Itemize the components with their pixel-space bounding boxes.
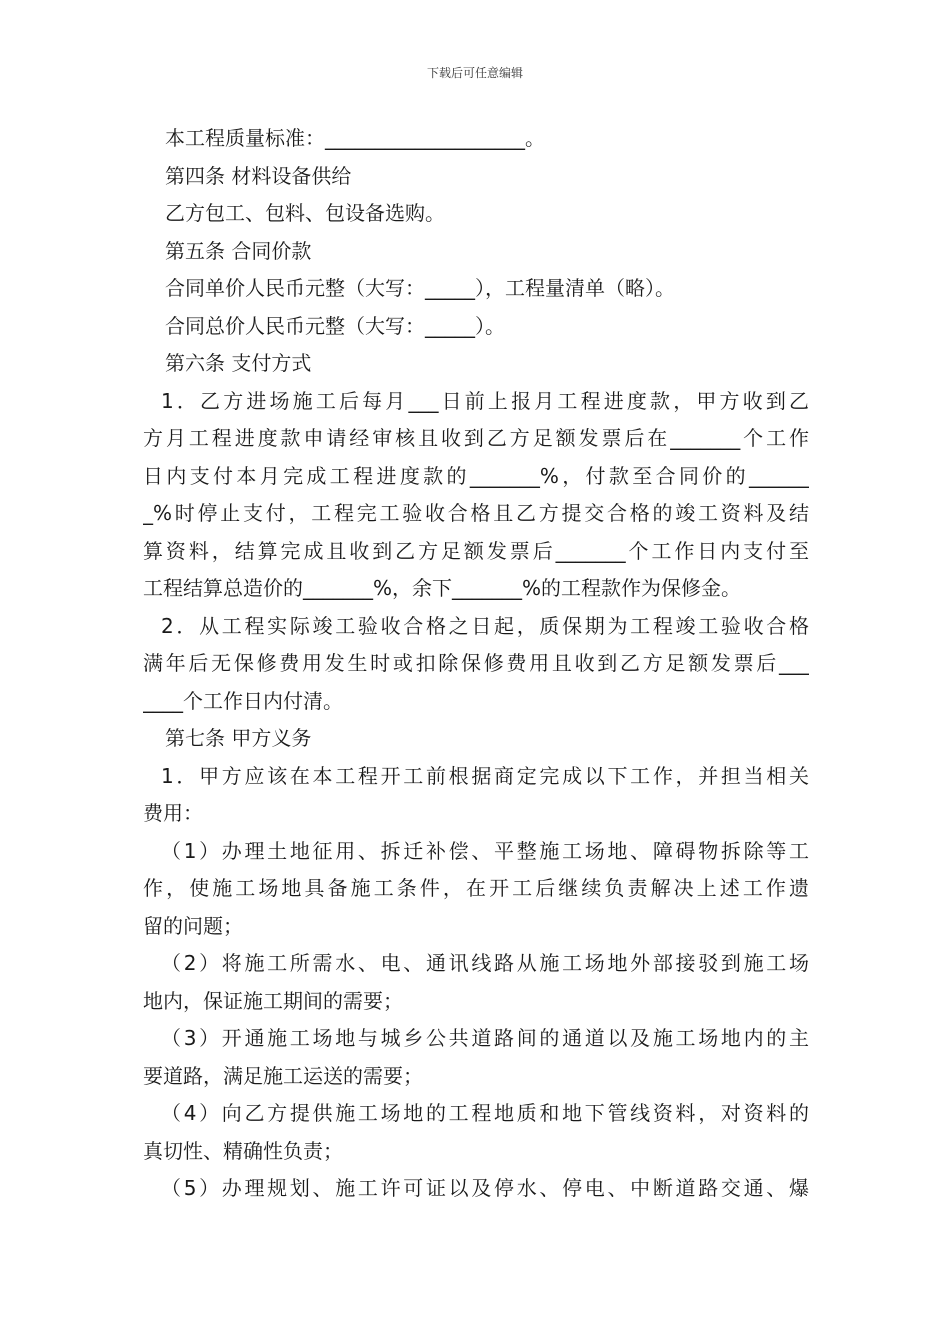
item-1-line-3: 留的问题； bbox=[143, 913, 243, 938]
payment-clause-1-line-1: 1．乙方进场施工后每月___日前上报月工程进度款，甲方收到乙 bbox=[161, 388, 809, 413]
obligation-1-line-1: 1．甲方应该在本工程开工前根据商定完成以下工作，并担当相关 bbox=[161, 763, 809, 788]
quality-standard-line: 本工程质量标准：____________________。 bbox=[165, 126, 545, 150]
article-4-heading: 第四条 材料设备供给 bbox=[165, 163, 352, 188]
item-2-line-1: （2）将施工所需水、电、通讯线路从施工场地外部接驳到施工场 bbox=[161, 951, 809, 975]
obligation-1-line-2: 费用： bbox=[143, 801, 203, 825]
item-4-line-2: 真切性、精确性负责； bbox=[143, 1138, 343, 1163]
payment-clause-2-line-2: 满年后无保修费用发生时或扣除保修费用且收到乙方足额发票后___ bbox=[143, 651, 809, 675]
article-4-text: 乙方包工、包料、包设备选购。 bbox=[165, 201, 445, 225]
payment-clause-1-line-6: 工程结算总造价的_______%，余下_______%的工程款作为保修金。 bbox=[143, 576, 742, 600]
item-2-line-2: 地内，保证施工期间的需要； bbox=[143, 988, 403, 1013]
payment-clause-1-line-5: 算资料，结算完成且收到乙方足额发票后_______个工作日内支付至 bbox=[143, 538, 809, 563]
payment-clause-1-line-4: _%时停止支付，工程完工验收合格且乙方提交合格的竣工资料及结 bbox=[143, 501, 809, 525]
unit-price-line: 合同单价人民币元整（大写：_____），工程量清单（略）。 bbox=[165, 276, 675, 300]
payment-clause-1-line-2: 方月工程进度款申请经审核且收到乙方足额发票后在_______个工作 bbox=[143, 426, 809, 450]
total-price-line: 合同总价人民币元整（大写：_____）。 bbox=[165, 313, 505, 338]
payment-clause-2-line-3: ____个工作日内付清。 bbox=[143, 688, 343, 713]
payment-clause-2-line-1: 2．从工程实际竣工验收合格之日起，质保期为工程竣工验收合格 bbox=[161, 613, 809, 638]
article-7-heading: 第七条 甲方义务 bbox=[165, 726, 312, 750]
header-note: 下载后可任意编辑 bbox=[426, 66, 523, 80]
item-1-line-1: （1）办理土地征用、拆迁补偿、平整施工场地、障碍物拆除等工 bbox=[161, 838, 809, 863]
article-5-heading: 第五条 合同价款 bbox=[165, 238, 312, 263]
article-6-heading: 第六条 支付方式 bbox=[165, 351, 312, 375]
item-4-line-1: （4）向乙方提供施工场地的工程地质和地下管线资料，对资料的 bbox=[161, 1101, 809, 1125]
item-5-line-1: （5）办理规划、施工许可证以及停水、停电、中断道路交通、爆 bbox=[161, 1176, 809, 1200]
contract-body bbox=[143, 120, 809, 1208]
item-3-line-2: 要道路，满足施工运送的需要； bbox=[143, 1063, 423, 1088]
item-1-line-2: 作，使施工场地具备施工条件，在开工后继续负责解决上述工作遗 bbox=[143, 876, 809, 900]
payment-clause-1-line-3: 日内支付本月完成工程进度款的_______%，付款至合同价的______ bbox=[143, 463, 809, 488]
item-3-line-1: （3）开通施工场地与城乡公共道路间的通道以及施工场地内的主 bbox=[161, 1026, 809, 1050]
